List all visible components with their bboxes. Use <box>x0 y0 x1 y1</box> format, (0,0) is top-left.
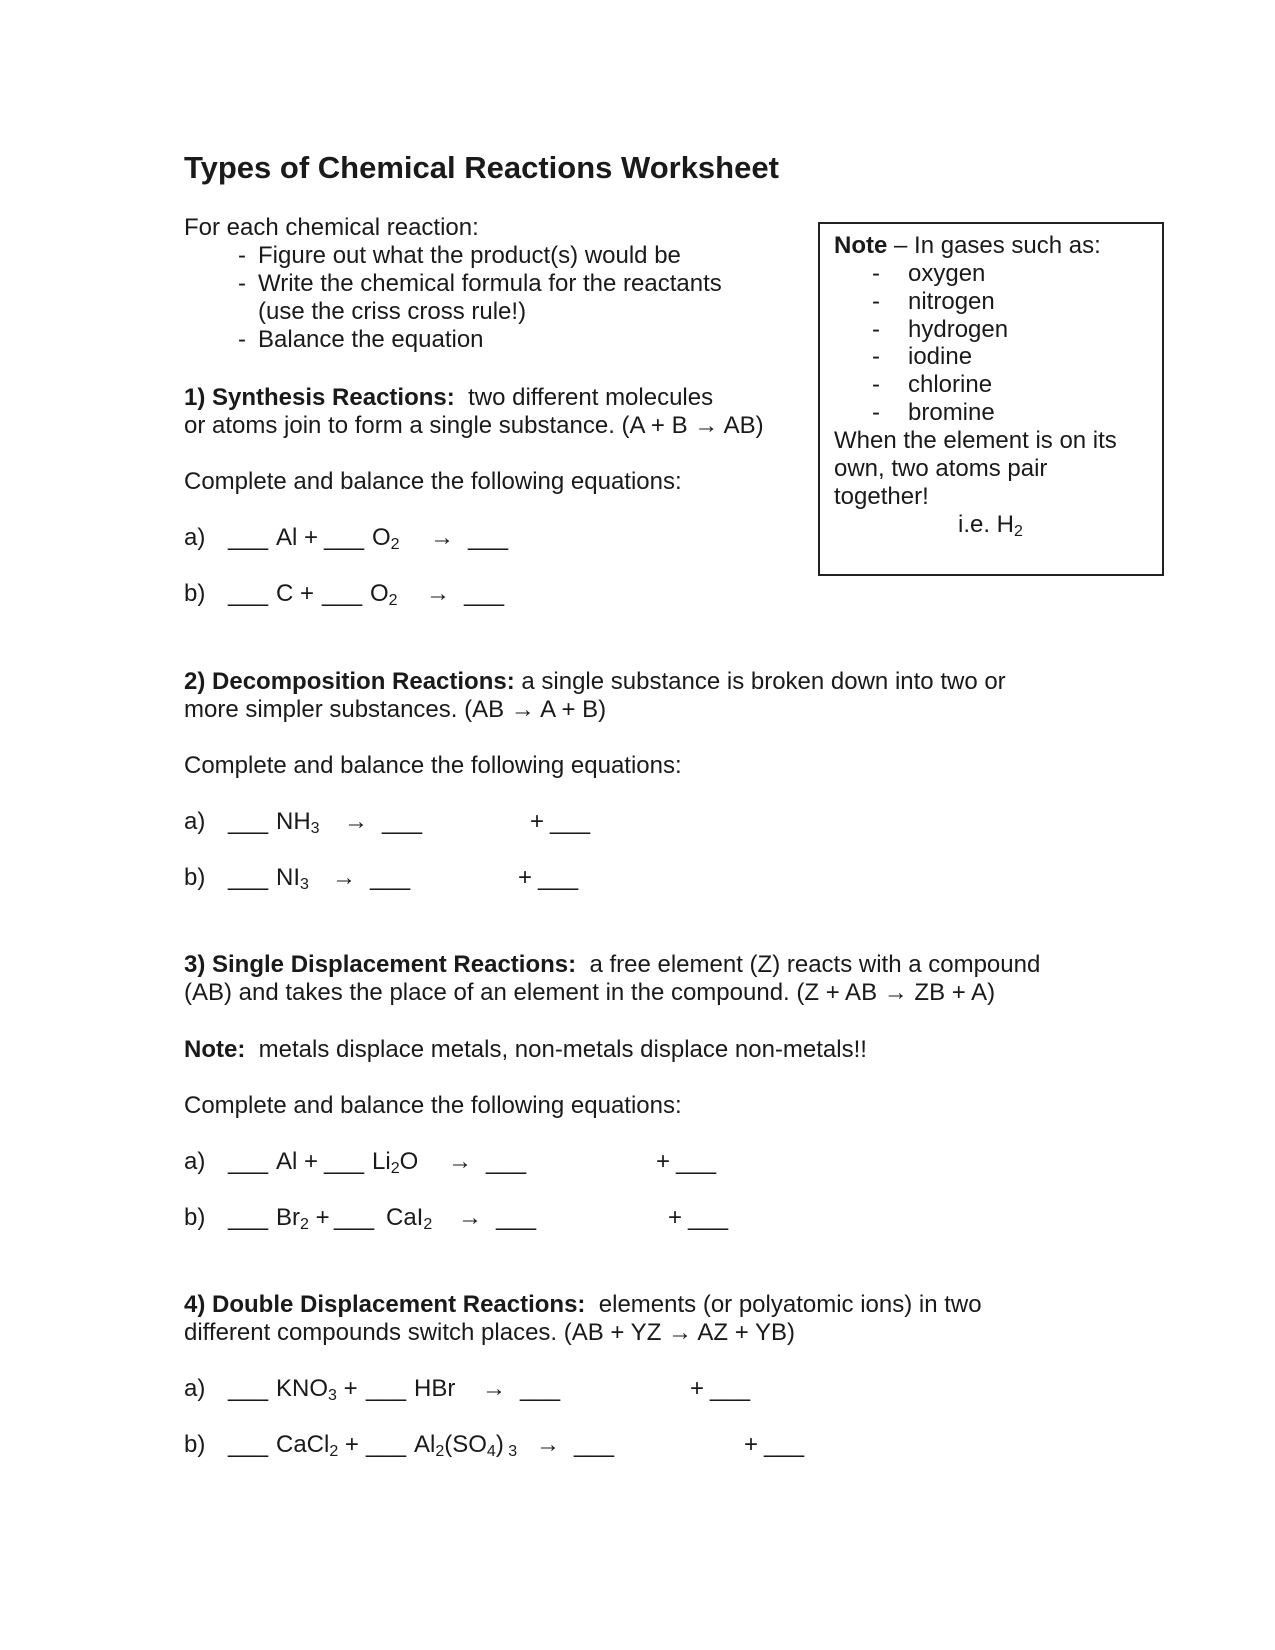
arrow-icon: → <box>482 1375 506 1402</box>
note-label: Note <box>834 232 888 259</box>
note-example: i.e. $H_2$ <box>958 511 1023 540</box>
answer-blank: ___ <box>228 1204 269 1231</box>
dash-bullet: - <box>872 343 880 370</box>
intro-step: (use the criss cross rule!) <box>258 298 527 325</box>
arrow-icon: → <box>426 580 450 607</box>
answer-blank: ___ <box>486 1148 527 1175</box>
section4-heading: 4) Double Displacement Reactions: <box>184 1291 586 1318</box>
section4-line1: 4) Double Displacement Reactions: elements (or polyatomic ions) in two <box>184 1291 982 1318</box>
answer-blank: ___ <box>228 1375 269 1402</box>
note-text: – In gases such as: <box>894 232 1101 259</box>
dash-bullet: - <box>238 326 246 353</box>
answer-blank: ___ <box>324 524 365 551</box>
intro-step: Balance the equation <box>258 326 484 353</box>
answer-blank: ___ <box>676 1148 717 1175</box>
section1-line2: or atoms join to form a single substance. (A + B → AB) <box>184 412 764 439</box>
section4-line2: different compounds switch places. (AB + YZ → AZ + YB) <box>184 1319 795 1346</box>
answer-blank: ___ <box>550 808 591 835</box>
answer-blank: ___ <box>228 580 269 607</box>
intro-step: Figure out what the product(s) would be <box>258 242 681 269</box>
dash-bullet: - <box>238 270 246 297</box>
gas-item: chlorine <box>908 371 993 398</box>
section3-note: Note: metals displace metals, non-metals displace non-metals!! <box>184 1036 867 1063</box>
note-explanation: When the element is on its <box>834 427 1117 454</box>
section1-instruction: Complete and balance the following equations: <box>184 468 682 495</box>
answer-blank: ___ <box>538 864 579 891</box>
intro-step: Write the chemical formula for the reactants <box>258 270 722 297</box>
note-box-header <box>834 232 1101 260</box>
answer-blank: ___ <box>382 808 423 835</box>
answer-blank: ___ <box>228 1431 269 1458</box>
arrow-icon: → <box>458 1204 482 1231</box>
section3-line1: 3) Single Displacement Reactions: a free element (Z) reacts with a compound <box>184 951 1041 978</box>
note-explanation: together! <box>834 483 929 510</box>
dash-bullet: - <box>872 288 880 315</box>
answer-blank: ___ <box>468 524 509 551</box>
section2-instruction: Complete and balance the following equations: <box>184 752 682 779</box>
answer-blank: ___ <box>496 1204 537 1231</box>
plus-sign: + <box>518 864 533 891</box>
arrow-icon: → <box>430 524 454 551</box>
plus-sign: + <box>530 808 545 835</box>
arrow-icon: → <box>536 1431 560 1458</box>
gas-item: bromine <box>908 399 995 426</box>
answer-blank: ___ <box>334 1204 375 1231</box>
arrow-icon: → <box>448 1148 472 1175</box>
answer-blank: ___ <box>574 1431 615 1458</box>
dash-bullet: - <box>872 316 880 343</box>
section3-line2: (AB) and takes the place of an element in the compound. (Z + AB → ZB + A) <box>184 979 996 1006</box>
answer-blank: ___ <box>366 1375 407 1402</box>
section2-line2: more simpler substances. (AB → A + B) <box>184 696 607 723</box>
answer-blank: ___ <box>324 1148 365 1175</box>
gas-item: nitrogen <box>908 288 995 315</box>
dash-bullet: - <box>872 260 880 287</box>
arrow-icon: → <box>332 864 356 891</box>
section3-instruction: Complete and balance the following equations: <box>184 1092 682 1119</box>
answer-blank: ___ <box>464 580 505 607</box>
section1-line1: 1) Synthesis Reactions: two different molecules <box>184 384 714 411</box>
note-explanation: own, two atoms pair <box>834 455 1048 482</box>
section3-note-label: Note: <box>184 1036 246 1063</box>
section2-heading: 2) Decomposition Reactions: <box>184 668 515 695</box>
dash-bullet: - <box>872 399 880 426</box>
plus-sign: + <box>690 1375 705 1402</box>
answer-blank: ___ <box>688 1204 729 1231</box>
plus-sign: + <box>744 1431 759 1458</box>
answer-blank: ___ <box>228 808 269 835</box>
answer-blank: ___ <box>370 864 411 891</box>
answer-blank: ___ <box>228 864 269 891</box>
section1-heading: 1) Synthesis Reactions: <box>184 384 455 411</box>
gas-item: hydrogen <box>908 316 1009 343</box>
answer-blank: ___ <box>322 580 363 607</box>
answer-blank: ___ <box>710 1375 751 1402</box>
dash-bullet: - <box>872 371 880 398</box>
worksheet-title: Types of Chemical Reactions Worksheet <box>184 150 779 185</box>
answer-blank: ___ <box>520 1375 561 1402</box>
plus-sign: + <box>668 1204 683 1231</box>
answer-blank: ___ <box>366 1431 407 1458</box>
arrow-icon: → <box>344 808 368 835</box>
plus-sign: + <box>656 1148 671 1175</box>
section3-heading: 3) Single Displacement Reactions: <box>184 951 577 978</box>
answer-blank: ___ <box>764 1431 805 1458</box>
answer-blank: ___ <box>228 524 269 551</box>
dash-bullet: - <box>238 242 246 269</box>
answer-blank: ___ <box>228 1148 269 1175</box>
note-box <box>818 222 1164 576</box>
section2-line1: 2) Decomposition Reactions: a single substance is broken down into two or <box>184 668 1006 695</box>
gas-item: oxygen <box>908 260 986 287</box>
gas-item: iodine <box>908 343 973 370</box>
intro-heading: For each chemical reaction: <box>184 214 479 241</box>
